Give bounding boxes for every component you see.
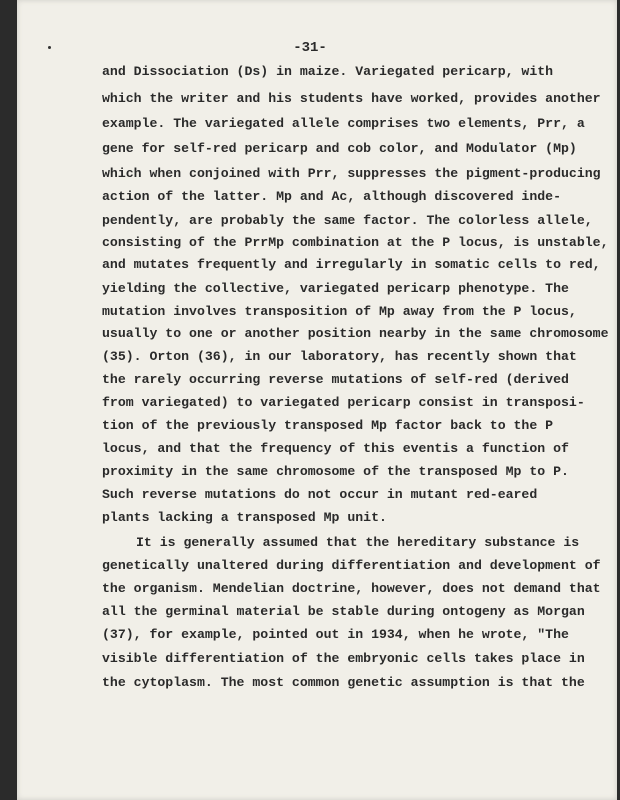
text-line: usually to one or another position nearby in the same chromosome: [102, 326, 609, 341]
text-line: the cytoplasm. The most common genetic assumption is that the: [102, 675, 585, 690]
page-number: -31-: [293, 40, 327, 56]
text-line: (35). Orton (36), in our laboratory, has recently shown that: [102, 349, 577, 364]
text-line: gene for self-red pericarp and cob color, and Modulator (Mp): [102, 141, 577, 156]
text-line: from variegated) to variegated pericarp consist in transposi-: [102, 395, 585, 410]
text-line: which the writer and his students have worked, provides another: [102, 91, 601, 106]
text-line: Such reverse mutations do not occur in mutant red-eared: [102, 487, 538, 502]
text-line: example. The variegated allele comprises two elements, Prr, a: [102, 116, 585, 131]
text-line: proximity in the same chromosome of the transposed Mp to P.: [102, 464, 569, 479]
text-line: and mutates frequently and irregularly in somatic cells to red,: [102, 257, 601, 272]
text-line: genetically unaltered during differentiation and development of: [102, 558, 601, 573]
text-line: tion of the previously transposed Mp factor back to the P: [102, 418, 554, 433]
text-line: which when conjoined with Prr, suppresses the pigment-producing: [102, 166, 601, 181]
text-line: mutation involves transposition of Mp away from the P locus,: [102, 304, 577, 319]
text-line: visible differentiation of the embryonic cells takes place in: [102, 651, 585, 666]
text-line: the rarely occurring reverse mutations of self-red (derived: [102, 372, 569, 387]
text-line: pendently, are probably the same factor. The colorless allele,: [102, 213, 593, 228]
text-line: and Dissociation (Ds) in maize. Variegated pericarp, with: [102, 64, 554, 79]
text-line: It is generally assumed that the hereditary substance is: [136, 535, 580, 550]
text-line: the organism. Mendelian doctrine, however, does not demand that: [102, 581, 601, 596]
text-line: consisting of the PrrMp combination at the P locus, is unstable,: [102, 235, 609, 250]
text-line: (37), for example, pointed out in 1934, when he wrote, "The: [102, 627, 569, 642]
text-line: yielding the collective, variegated pericarp phenotype. The: [102, 281, 569, 296]
text-line: plants lacking a transposed Mp unit.: [102, 510, 387, 525]
text-line: action of the latter. Mp and Ac, although discovered inde-: [102, 189, 561, 204]
text-line: all the germinal material be stable during ontogeny as Morgan: [102, 604, 585, 619]
text-line: locus, and that the frequency of this eventis a function of: [102, 441, 569, 456]
